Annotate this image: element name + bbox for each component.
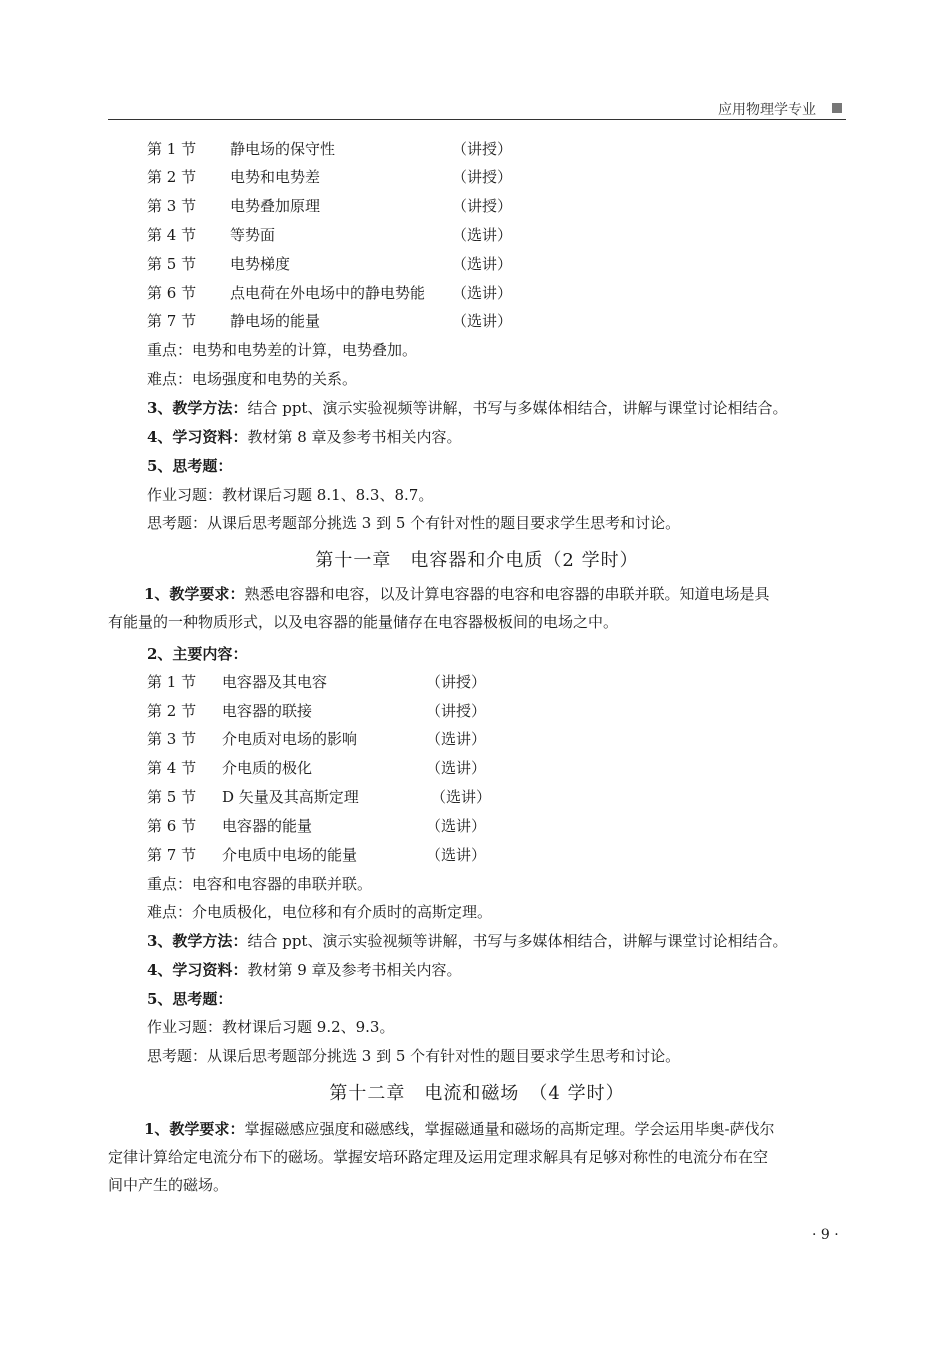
teaching-method <box>147 931 787 951</box>
section-type: （选讲） <box>431 788 492 806</box>
teaching-requirements <box>108 1115 846 1199</box>
teaching-requirements-text: 有能量的一种物质形式，以及电容器的能量储存在电容器极板间的电场之中。 <box>108 613 619 631</box>
thinking-questions: 思考题：从课后思考题部分挑选 3 到 5 个有针对性的题目要求学生思考和讨论。 <box>147 1047 681 1065</box>
teaching-method-text: 结合 ppt、演示实验视频等讲解，书写与多媒体相结合，讲解与课堂讨论相结合。 <box>247 932 788 950</box>
section-title: 介电质的极化 <box>222 759 313 777</box>
section-number: 第 2 节 <box>147 702 197 720</box>
main-content-label: 2、主要内容： <box>147 645 248 663</box>
study-materials <box>147 427 462 447</box>
section-number: 第 3 节 <box>147 197 197 215</box>
section-number: 第 5 节 <box>147 255 197 273</box>
section-number: 第 1 节 <box>147 140 197 158</box>
key-points: 重点：电容和电容器的串联并联。 <box>147 875 373 893</box>
teaching-requirements-label: 1、教学要求： <box>144 585 245 603</box>
section-number: 第 7 节 <box>147 846 197 864</box>
questions-label: 5、思考题： <box>147 990 233 1008</box>
study-materials-label: 4、学习资料： <box>147 428 248 446</box>
study-materials <box>147 960 462 980</box>
questions-label: 5、思考题： <box>147 457 233 475</box>
chapter-title: 第十一章 电容器和介电质（2 学时） <box>315 550 639 571</box>
section-title: 电势和电势差 <box>230 168 321 186</box>
homework: 作业习题：教材课后习题 9.2、9.3。 <box>147 1018 395 1036</box>
section-number: 第 4 节 <box>147 759 197 777</box>
key-points: 重点：电势和电势差的计算，电势叠加。 <box>147 341 418 359</box>
section-title: 静电场的保守性 <box>230 140 336 158</box>
teaching-requirements-text: 熟悉电容器和电容，以及计算电容器的电容和电容器的串联并联。知道电场是具 <box>244 585 770 603</box>
section-number: 第 7 节 <box>147 312 197 330</box>
section-type: （选讲） <box>426 759 487 777</box>
study-materials-text: 教材第 8 章及参考书相关内容。 <box>247 428 462 446</box>
teaching-requirements-text: 掌握磁感应强度和磁感线，掌握磁通量和磁场的高斯定理。学会运用毕奥-萨伐尔 <box>244 1120 775 1138</box>
section-title: 电容器的联接 <box>222 702 313 720</box>
section-number: 第 2 节 <box>147 168 197 186</box>
teaching-method-label: 3、教学方法： <box>147 399 248 417</box>
section-type: （选讲） <box>426 817 487 835</box>
section-type: （选讲） <box>426 730 487 748</box>
section-type: （选讲） <box>452 226 513 244</box>
section-number: 第 6 节 <box>147 817 197 835</box>
study-materials-label: 4、学习资料： <box>147 961 248 979</box>
section-title: 电容器及其电容 <box>222 673 328 691</box>
section-type: （讲授） <box>426 702 487 720</box>
teaching-requirements-text: 定律计算给定电流分布下的磁场。掌握安培环路定理及运用定理求解具有足够对称性的电流分布在空 <box>108 1148 769 1166</box>
teaching-requirements-text: 间中产生的磁场。 <box>108 1176 229 1194</box>
page-header <box>108 97 846 120</box>
page-number: · 9 · <box>812 1227 839 1243</box>
section-number: 第 1 节 <box>147 673 197 691</box>
section-number: 第 5 节 <box>147 788 197 806</box>
thinking-questions: 思考题：从课后思考题部分挑选 3 到 5 个有针对性的题目要求学生思考和讨论。 <box>147 514 681 532</box>
teaching-requirements <box>108 580 846 636</box>
section-type: （讲授） <box>426 673 487 691</box>
teaching-method-label: 3、教学方法： <box>147 932 248 950</box>
teaching-method-text: 结合 ppt、演示实验视频等讲解，书写与多媒体相结合，讲解与课堂讨论相结合。 <box>247 399 788 417</box>
header-square-icon <box>832 103 842 113</box>
section-type: （讲授） <box>452 140 513 158</box>
section-title: 电势叠加原理 <box>230 197 321 215</box>
teaching-method <box>147 398 787 418</box>
section-title: 电容器的能量 <box>222 817 313 835</box>
section-number: 第 4 节 <box>147 226 197 244</box>
section-title: 点电荷在外电场中的静电势能 <box>230 284 426 302</box>
homework: 作业习题：教材课后习题 8.1、8.3、8.7。 <box>147 486 434 504</box>
section-title: D 矢量及其高斯定理 <box>222 788 359 806</box>
section-title: 等势面 <box>230 226 276 244</box>
section-type: （选讲） <box>452 255 513 273</box>
difficulties: 难点：电场强度和电势的关系。 <box>147 370 358 388</box>
chapter-title: 第十二章 电流和磁场 （4 学时） <box>329 1083 625 1104</box>
section-type: （讲授） <box>452 168 513 186</box>
section-type: （选讲） <box>452 312 513 330</box>
study-materials-text: 教材第 9 章及参考书相关内容。 <box>247 961 462 979</box>
section-number: 第 6 节 <box>147 284 197 302</box>
section-title: 介电质对电场的影响 <box>222 730 358 748</box>
section-number: 第 3 节 <box>147 730 197 748</box>
section-title: 静电场的能量 <box>230 312 321 330</box>
section-type: （选讲） <box>426 846 487 864</box>
teaching-requirements-label: 1、教学要求： <box>144 1120 245 1138</box>
section-type: （讲授） <box>452 197 513 215</box>
section-type: （选讲） <box>452 284 513 302</box>
difficulties: 难点：介电质极化，电位移和有介质时的高斯定理。 <box>147 903 493 921</box>
header-title: 应用物理学专业 <box>718 102 816 118</box>
section-title: 电势梯度 <box>230 255 291 273</box>
section-title: 介电质中电场的能量 <box>222 846 358 864</box>
